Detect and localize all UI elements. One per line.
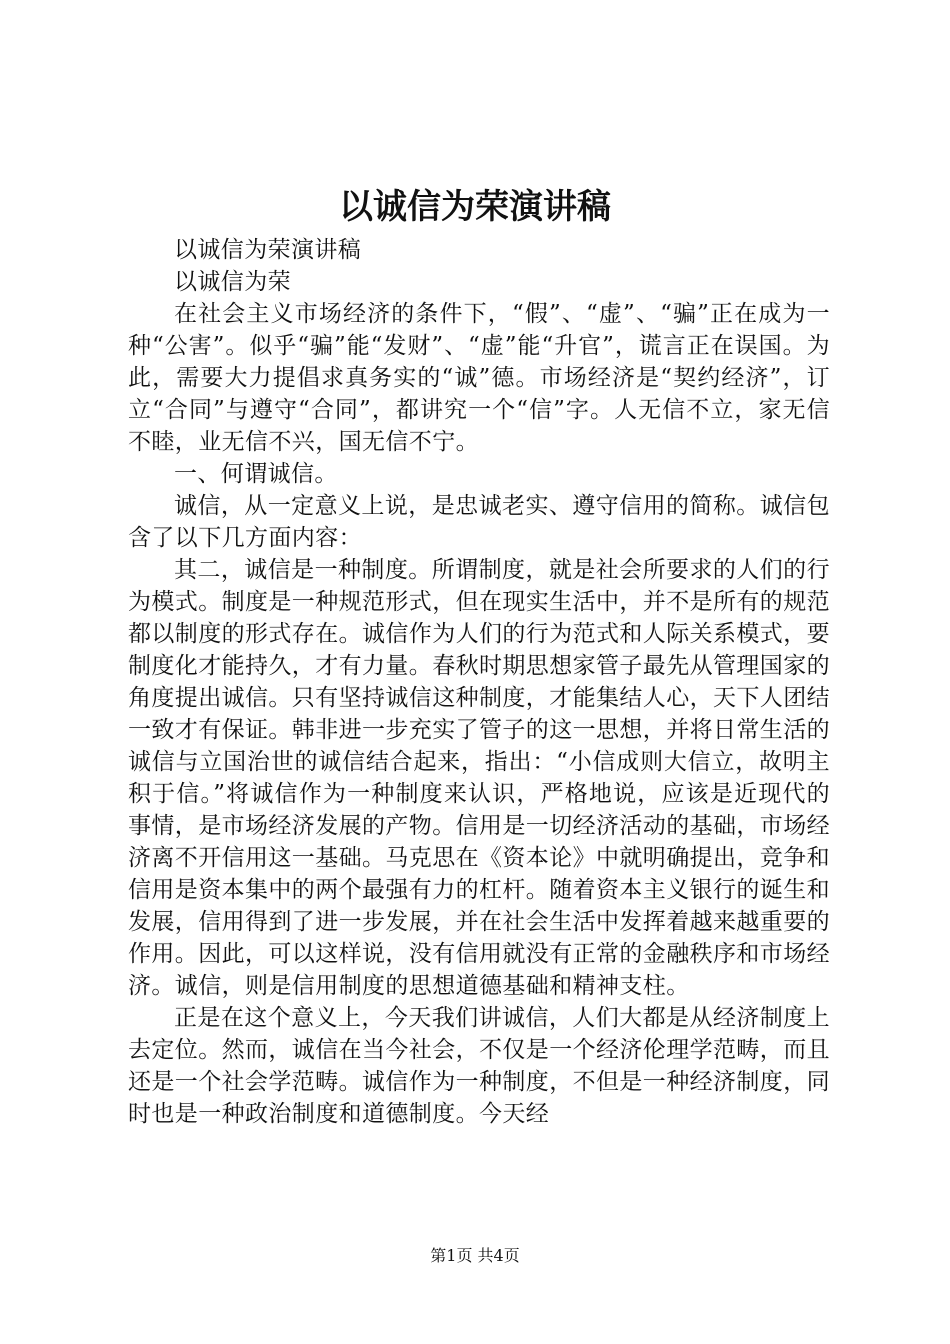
paragraph: 在社会主义市场经济的条件下，“假”、“虚”、“骗”正在成为一种“公害”。似乎“骗”能“发财”、“虚”能“升官”，谎言正在误国。为此，需要大力提倡求真务实的“诚”德。市场经济是“契约经济”，订立“合同”与遵守“合同”，都讲究一个“信”字。人无信不立，家无信不睦，业无信不兴，国无信不宁。 — [128, 301, 830, 455]
paragraph: 诚信，从一定意义上说，是忠诚老实、遵守信用的简称。诚信包含了以下几方面内容： — [128, 493, 830, 551]
paragraph: 其二，诚信是一种制度。所谓制度，就是社会所要求的人们的行为模式。制度是一种规范形式，但在现实生活中，并不是所有的规范都以制度的形式存在。诚信作为人们的行为范式和人际关系模式，要制度化才能持久，才有力量。春秋时期思想家管子最先从管理国家的角度提出诚信。只有坚持诚信这种制度，才能集结人心，天下人团结一致才有保证。韩非进一步充实了管子的这一思想，并将日常生活的诚信与立国治世的诚信结合起来，指出：“小信成则大信立，故明主积于信。”将诚信作为一种制度来认识，严格地说，应该是近现代的事情，是市场经济发展的产物。信用是一切经济活动的基础，市场经济离不开信用这一基础。马克思在《资本论》中就明确提出，竞争和信用是资本集中的两个最强有力的杠杆。随着资本主义银行的诞生和发展，信用得到了进一步发展，并在社会生活中发挥着越来越重要的作用。因此，可以这样说，没有信用就没有正常的金融秩序和市场经济。诚信，则是信用制度的思想道德基础和精神支柱。 — [128, 557, 830, 999]
section-heading: 一、何谓诚信。 — [174, 461, 338, 487]
document-title: 以诚信为荣演讲稿 — [339, 187, 611, 227]
paragraph: 正是在这个意义上，今天我们讲诚信，人们大都是从经济制度上去定位。然而，诚信在当今社会，不仅是一个经济伦理学范畴，而且还是一个社会学范畴。诚信作为一种制度，不但是一种经济制度，同时也是一种政治制度和道德制度。今天经 — [128, 1005, 830, 1127]
page-footer: 第1页 共4页 — [430, 1246, 520, 1265]
paragraph-heading: 以诚信为荣 — [174, 269, 291, 295]
document-body — [128, 234, 830, 1130]
paragraph-subtitle: 以诚信为荣演讲稿 — [174, 237, 362, 263]
